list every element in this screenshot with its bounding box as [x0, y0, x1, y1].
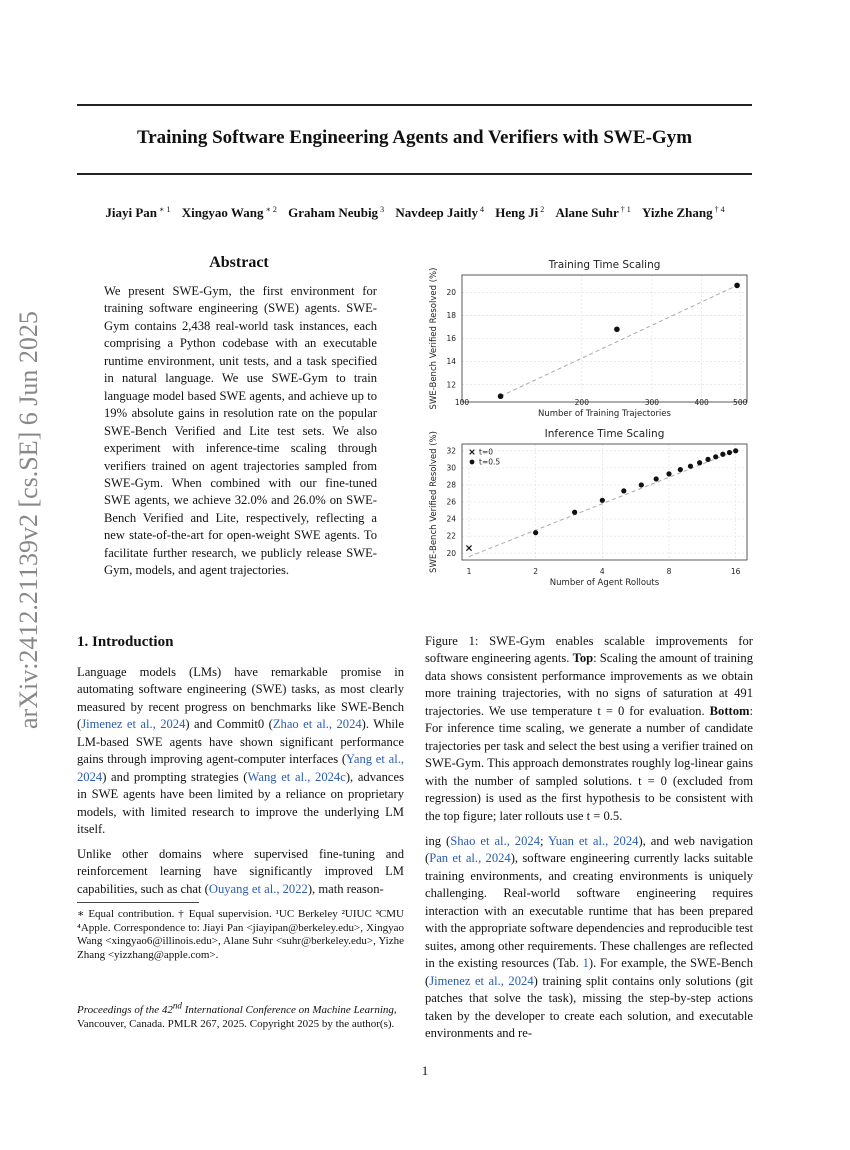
author-affiliation: 3 [380, 205, 385, 214]
author [182, 205, 277, 220]
data-point [666, 471, 671, 476]
y-tick-label: 20 [446, 287, 456, 297]
citation-link[interactable]: Yuan et al., 2024 [548, 834, 639, 848]
x-tick-label: 200 [574, 398, 589, 407]
intro-paragraph-2 [77, 846, 404, 898]
author [395, 205, 484, 220]
y-tick-label: 20 [446, 548, 456, 558]
author-name: Alane Suhr [555, 205, 619, 221]
data-point [733, 448, 738, 453]
legend-label: t=0 [479, 447, 493, 457]
x-tick-label: 400 [694, 398, 709, 407]
text-run: ), advances in SWE agents have been limited by a reliance on proprietary models, with limited research to improve the underlying LM itself. [77, 769, 404, 837]
y-tick-label: 26 [446, 497, 456, 507]
author-name: Yizhe Zhang [641, 205, 713, 221]
author-affiliation: 2 [540, 205, 545, 214]
author-list [60, 205, 770, 221]
citation-link[interactable]: Jimenez et al., 2024 [429, 973, 534, 988]
data-point [697, 460, 702, 465]
x-tick-label: 16 [730, 567, 741, 576]
citation-link[interactable]: Zhao et al., 2024 [272, 717, 362, 732]
footnote: ∗ Equal contribution. † Equal supervision. ¹UC Berkeley ²UIUC ³CMU ⁴Apple. Correspondence to: Jiayi Pan <jiayipan@berkeley.edu>, Xingyao Wang <xingyao6@illinois.edu>, Alane Suhr <suhr@berkeley.edu>, Yizhe Zhang <yizzhang@apple.com>. [77, 908, 404, 961]
citation-link[interactable]: Shao et al., 2024 [450, 834, 540, 848]
data-point [533, 530, 538, 535]
chart-title: Inference Time Scaling [544, 428, 665, 440]
venue-note [77, 998, 404, 1031]
author-affiliation: † 1 [620, 205, 631, 214]
data-point [688, 464, 693, 469]
citation-link[interactable]: Pan et al., 2024 [429, 851, 511, 866]
data-point [678, 467, 683, 472]
text-run: Unlike other domains where supervised fine-tuning and reinforcement learning have significantly improved LM capabilities, such as chat ( [77, 847, 404, 896]
data-point [572, 510, 577, 515]
text-run: ; [540, 834, 548, 848]
legend-label: t=0.5 [479, 457, 501, 467]
author [105, 205, 170, 220]
y-tick-label: 12 [446, 380, 456, 390]
venue-ordinal-suffix: nd [172, 1000, 182, 1010]
x-axis-label: Number of Training Trajectories [538, 409, 671, 419]
citation-link[interactable]: Jimenez et al., 2024 [81, 717, 186, 732]
text-run: ), and web navigation ( [425, 834, 753, 866]
caption-label-bottom: Bottom [709, 703, 750, 718]
intro-paragraph-1 [77, 664, 404, 839]
author-name: Graham Neubig [288, 205, 379, 221]
caption-text: : Scaling the amount of training data shows consistent performance improvements as we obtain more training trajectories, with no signs of saturation at 491 trajectories. We use temperature t = 0 for evaluation. [425, 651, 753, 718]
data-point [600, 498, 605, 503]
y-tick-label: 22 [446, 531, 456, 541]
author-name: Navdeep Jaitly [395, 205, 479, 221]
caption-label-top: Top [572, 651, 594, 666]
citation-link[interactable]: Yang et al., 2024 [77, 752, 404, 784]
table-reference-link[interactable]: 1 [582, 956, 589, 971]
author-name: Heng Ji [495, 205, 539, 221]
page-number: 1 [421, 1063, 429, 1078]
text-run: ) training split contains only solutions (git patches that solve the task), missing the step-by-step actions taken by the developer to create each solution, and executable environments and re- [425, 973, 753, 1040]
figure-caption [425, 633, 753, 825]
right-column-paragraph [425, 833, 753, 1042]
author [495, 205, 544, 220]
x-tick-label: 300 [644, 398, 660, 407]
chart-title: Training Time Scaling [548, 259, 661, 271]
data-point [713, 454, 718, 459]
figure-1-charts [425, 254, 755, 590]
figure-1 [425, 254, 755, 590]
title-rule [77, 173, 752, 175]
author-affiliation: ∗ 2 [265, 205, 277, 214]
text-run: ). While LM-based SWE agents have shown significant performance gains through improving agent-computer interfaces ( [77, 717, 404, 767]
author-name: Jiayi Pan [105, 205, 157, 221]
plot-frame [462, 275, 747, 402]
data-point [639, 482, 644, 487]
y-tick-label: 28 [446, 480, 456, 490]
arxiv-stamp: arXiv:2412.21139v2 [cs.SE] 6 Jun 2025 [14, 311, 43, 729]
author-affiliation: 4 [480, 205, 485, 214]
data-point [654, 476, 659, 481]
text-run: Language models (LMs) have remarkable promise in automating software engineering (SWE) tasks, as most clearly measured by recent progress on benchmarks like SWE-Bench ( [77, 665, 404, 732]
data-point [621, 488, 626, 493]
author-affiliation: ∗ 1 [159, 205, 171, 214]
y-tick-label: 30 [446, 463, 456, 473]
footnote-rule [77, 902, 199, 903]
author [642, 205, 725, 220]
author-affiliation: † 4 [714, 205, 725, 214]
x-tick-label: 4 [599, 567, 605, 576]
paper-title: Training Software Engineering Agents and Verifiers with SWE-Gym [136, 127, 693, 148]
x-axis-label: Number of Agent Rollouts [549, 578, 660, 588]
y-axis-label: SWE-Bench Verified Resolved (%) [429, 267, 439, 410]
y-tick-label: 16 [446, 334, 456, 344]
x-tick-label: 8 [666, 567, 672, 576]
text-run: ), software engineering currently lacks suitable training environments, and creating environments is uniquely challenging. Real-world software engineering requires interaction with an executable runtime that has been prepared with the appropriate software dependencies and reproducible test suites, among other requirements. These challenges are reflected in the existing resources (Tab. [425, 851, 753, 971]
data-point [734, 283, 740, 289]
y-tick-label: 14 [446, 357, 456, 367]
venue-details: , Vancouver, Canada. PMLR 267, 2025. Copyright 2025 by the author(s). [77, 1003, 397, 1030]
top-rule [77, 104, 752, 106]
x-tick-label: 500 [733, 398, 748, 407]
data-point [705, 457, 710, 462]
y-tick-label: 24 [446, 514, 456, 524]
data-point [498, 393, 504, 399]
legend-marker-x [470, 450, 475, 455]
abstract-text: We present SWE-Gym, the first environment for training software engineering (SWE) agents. SWE-Gym contains 2,438 real-world task instances, each comprising a Python codebase with an executable runtime environment, unit tests, and a task specified in natural language. We use SWE-Gym to train language model based SWE agents, and achieve up to 19% absolute gains in resolution rate on the popular SWE-Bench Verified and Lite test sets. We also experiment with inference-time scaling through verifiers trained on agent trajectories sampled from SWE-Gym. When combined with our fine-tuned SWE agents, we achieve 32.0% and 26.0% on SWE-Bench Verified and Lite, respectively, reflecting a new state-of-the-art for open-weight SWE agents. To facilitate further research, we publicly release SWE-Gym, models, and agent trajectories. [104, 284, 377, 578]
text-run: ing ( [425, 834, 451, 848]
citation-link[interactable]: Ouyang et al., 2022 [208, 881, 308, 896]
text-run: ). For example, the SWE-Bench ( [425, 956, 753, 988]
caption-text: : For inference time scaling, we generate a number of candidate trajectories per task and select the best using a verifier trained on SWE-Gym. This approach demonstrates roughly log-linear gains with the number of sampled solutions. t = 0 (excluded from regression) is used as the first hypothesis to be consistent with the top figure; later rollouts use t = 0.5. [425, 703, 753, 823]
text-run: ), math reason- [307, 881, 384, 896]
x-tick-label: 2 [533, 567, 539, 576]
author-name: Xingyao Wang [181, 205, 264, 221]
data-point [720, 452, 725, 457]
section-heading-introduction: 1. Introduction [77, 634, 174, 650]
y-tick-label: 18 [446, 311, 456, 321]
legend-marker-dot [470, 460, 475, 465]
data-point [727, 450, 732, 455]
text-run: ) and prompting strategies ( [102, 769, 248, 784]
x-tick-label: 100 [454, 398, 470, 407]
author [556, 205, 631, 220]
abstract-heading: Abstract [209, 254, 269, 271]
venue-ordinal: 42 [161, 1003, 173, 1016]
venue-conference: International Conference on Machine Learning [181, 1003, 394, 1016]
caption-text: Figure 1: SWE-Gym enables scalable improvements for software engineering agents. [425, 634, 753, 666]
text-run: ) and Commit0 ( [185, 717, 273, 732]
author [288, 205, 384, 220]
data-point [614, 326, 620, 332]
venue-prefix: Proceedings of the [77, 1003, 162, 1016]
citation-link[interactable]: Wang et al., 2024c [247, 769, 346, 784]
y-tick-label: 32 [446, 446, 456, 456]
y-axis-label: SWE-Bench Verified Resolved (%) [429, 431, 439, 573]
x-tick-label: 1 [466, 567, 472, 576]
